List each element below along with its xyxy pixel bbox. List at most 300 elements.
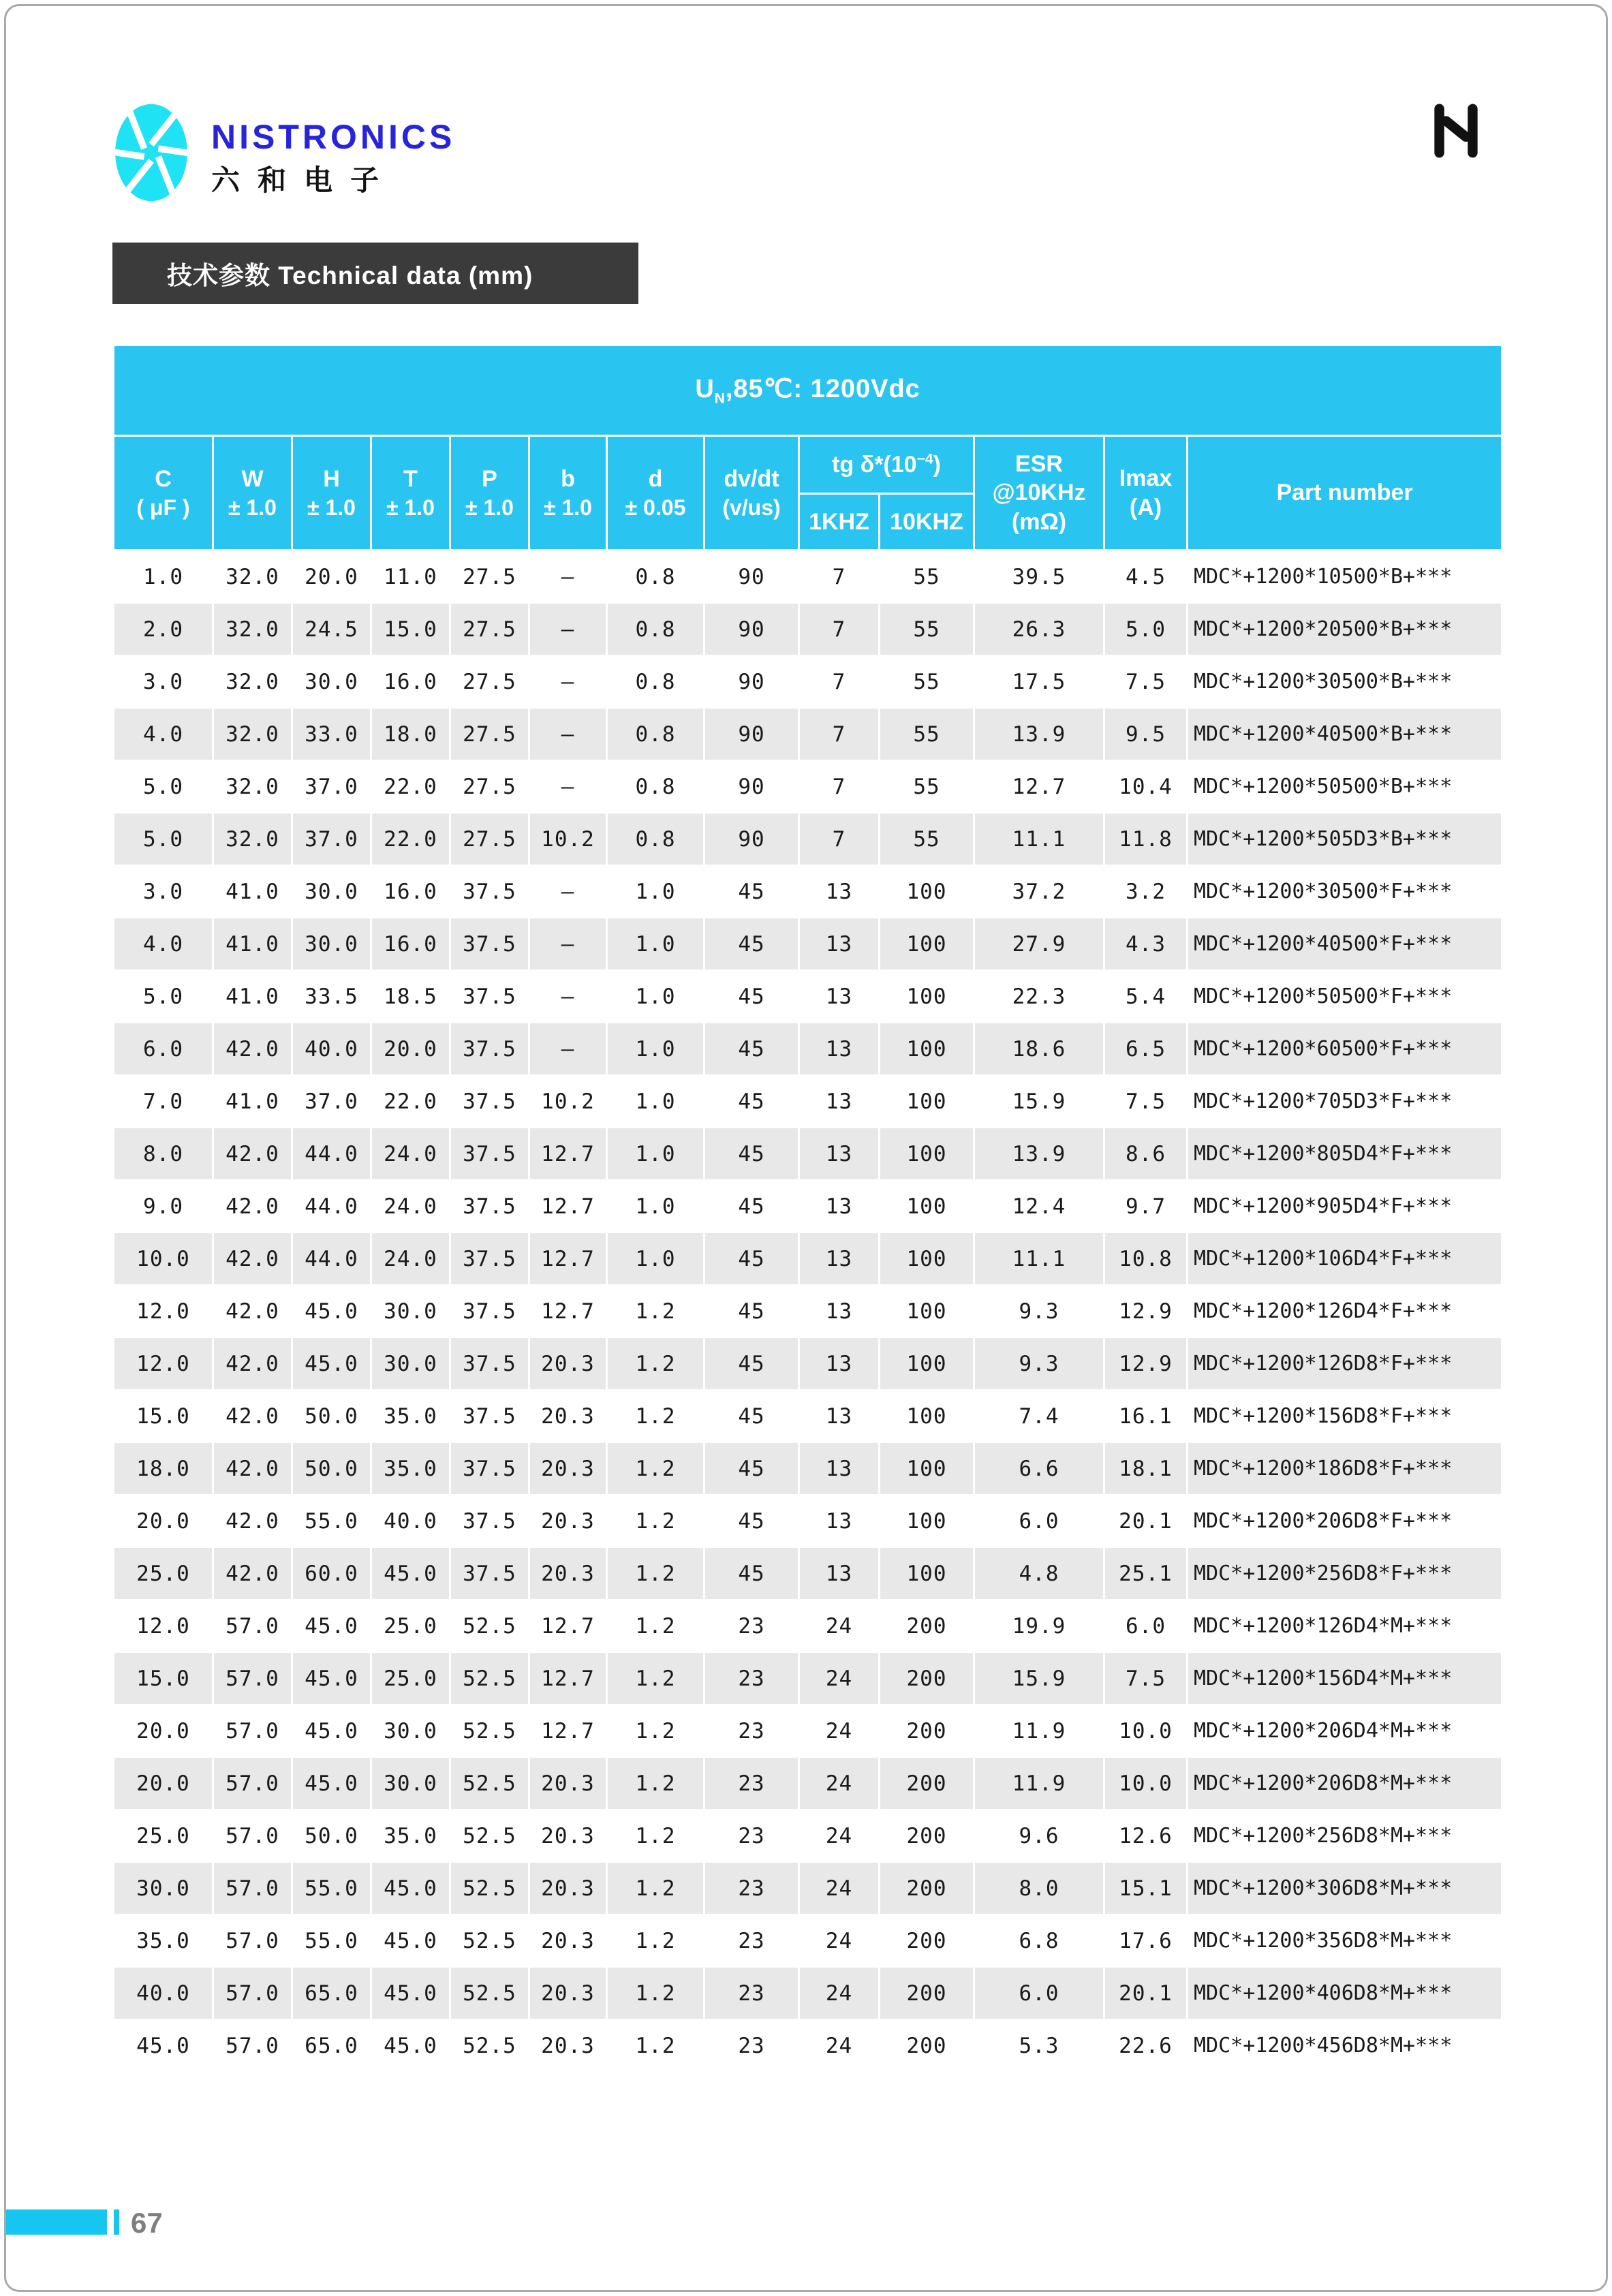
table-cell: 200: [880, 1652, 974, 1705]
part-number-cell: MDC*+1200*905D4*F+***: [1188, 1180, 1502, 1232]
table-cell: 100: [880, 970, 974, 1023]
table-cell: 15.9: [974, 1075, 1104, 1128]
voltage-banner: [114, 345, 1502, 436]
table-cell: 32.0: [213, 550, 292, 604]
table-cell: 52.5: [450, 1757, 529, 1810]
col-header-1khz: 1KHZ: [799, 494, 880, 550]
table-cell: 50.0: [292, 1390, 371, 1442]
col-header-imax: Imax (A): [1104, 436, 1188, 550]
table-cell: 11.0: [371, 550, 450, 604]
table-cell: 42.0: [213, 1023, 292, 1075]
brand-name-chinese: 六和电子: [211, 164, 397, 196]
table-cell: 35.0: [371, 1810, 450, 1862]
part-number-cell: MDC*+1200*356D8*M+***: [1188, 1914, 1502, 1967]
table-cell: 20.0: [292, 550, 371, 604]
table-cell: 24.0: [371, 1232, 450, 1285]
part-number-cell: MDC*+1200*106D4*F+***: [1188, 1232, 1502, 1285]
table-cell: 16.0: [371, 655, 450, 708]
table-cell: 20.3: [529, 1442, 607, 1495]
table-cell: 65.0: [292, 2019, 371, 2072]
table-cell: 4.0: [114, 918, 213, 970]
table-cell: 37.0: [292, 1075, 371, 1128]
table-cell: 57.0: [213, 2019, 292, 2072]
table-cell: 6.6: [974, 1442, 1104, 1495]
table-row: [114, 865, 1502, 918]
table-row: [114, 1180, 1502, 1232]
table-row: [114, 1862, 1502, 1914]
table-cell: 10.0: [1104, 1757, 1188, 1810]
table-cell: 4.3: [1104, 918, 1188, 970]
table-cell: –: [529, 708, 607, 760]
table-cell: 5.0: [114, 970, 213, 1023]
table-cell: 1.2: [607, 1547, 704, 1600]
table-cell: 90: [704, 603, 799, 655]
table-cell: 52.5: [450, 1862, 529, 1914]
table-cell: 41.0: [213, 918, 292, 970]
table-cell: 41.0: [213, 970, 292, 1023]
table-cell: 6.5: [1104, 1023, 1188, 1075]
table-cell: 8.0: [114, 1128, 213, 1180]
footer-accent-tick: [114, 2209, 119, 2235]
table-cell: 1.2: [607, 1442, 704, 1495]
table-cell: 200: [880, 1914, 974, 1967]
table-cell: 12.7: [529, 1180, 607, 1232]
table-cell: 37.0: [292, 813, 371, 865]
table-cell: –: [529, 970, 607, 1023]
table-cell: 12.9: [1104, 1285, 1188, 1337]
table-cell: 12.0: [114, 1285, 213, 1337]
table-cell: –: [529, 918, 607, 970]
table-cell: 18.5: [371, 970, 450, 1023]
table-cell: 23: [704, 1914, 799, 1967]
table-row: [114, 1705, 1502, 1757]
table-cell: 16.0: [371, 865, 450, 918]
table-cell: 42.0: [213, 1337, 292, 1390]
part-number-cell: MDC*+1200*456D8*M+***: [1188, 2019, 1502, 2072]
table-cell: 23: [704, 2019, 799, 2072]
table-cell: 44.0: [292, 1128, 371, 1180]
table-cell: 20.3: [529, 1757, 607, 1810]
table-cell: 2.0: [114, 603, 213, 655]
table-cell: 4.0: [114, 708, 213, 760]
table-cell: 45.0: [292, 1285, 371, 1337]
table-cell: 1.2: [607, 1337, 704, 1390]
table-cell: 22.0: [371, 813, 450, 865]
table-cell: 37.5: [450, 1232, 529, 1285]
table-cell: 20.3: [529, 1967, 607, 2019]
table-cell: 6.8: [974, 1914, 1104, 1967]
table-cell: 30.0: [371, 1705, 450, 1757]
table-cell: 100: [880, 1547, 974, 1600]
table-cell: 20.0: [114, 1705, 213, 1757]
table-row: [114, 813, 1502, 865]
table-row: [114, 918, 1502, 970]
col-header-p: P ± 1.0: [450, 436, 529, 550]
table-cell: 45.0: [371, 1547, 450, 1600]
table-cell: 57.0: [213, 1652, 292, 1705]
table-cell: 1.0: [607, 865, 704, 918]
table-cell: 27.5: [450, 603, 529, 655]
table-cell: 20.3: [529, 1337, 607, 1390]
table-cell: 1.2: [607, 1600, 704, 1652]
table-cell: 13.9: [974, 708, 1104, 760]
table-cell: 20.3: [529, 1862, 607, 1914]
table-cell: 32.0: [213, 760, 292, 813]
table-cell: 25.0: [114, 1547, 213, 1600]
part-number-cell: MDC*+1200*206D8*M+***: [1188, 1757, 1502, 1810]
brand-logo: [114, 102, 455, 203]
table-cell: 52.5: [450, 1652, 529, 1705]
table-cell: 33.5: [292, 970, 371, 1023]
table-cell: 37.5: [450, 1128, 529, 1180]
col-header-w: W ± 1.0: [213, 436, 292, 550]
table-cell: 45.0: [114, 2019, 213, 2072]
table-cell: 45: [704, 970, 799, 1023]
table-row: [114, 1495, 1502, 1547]
table-cell: 45.0: [371, 2019, 450, 2072]
table-cell: 9.6: [974, 1810, 1104, 1862]
table-cell: 20.0: [114, 1495, 213, 1547]
table-cell: 45: [704, 1390, 799, 1442]
table-cell: 37.5: [450, 1442, 529, 1495]
table-cell: –: [529, 760, 607, 813]
table-cell: 200: [880, 2019, 974, 2072]
table-cell: 45: [704, 1128, 799, 1180]
table-cell: 24.0: [371, 1128, 450, 1180]
table-cell: 8.6: [1104, 1128, 1188, 1180]
table-cell: 23: [704, 1810, 799, 1862]
table-cell: 13: [799, 1180, 880, 1232]
table-cell: 0.8: [607, 760, 704, 813]
table-cell: 100: [880, 1180, 974, 1232]
table-cell: 13: [799, 865, 880, 918]
table-cell: 9.3: [974, 1337, 1104, 1390]
table-cell: 22.6: [1104, 2019, 1188, 2072]
table-cell: 45: [704, 918, 799, 970]
table-cell: 7.4: [974, 1390, 1104, 1442]
table-cell: 12.4: [974, 1180, 1104, 1232]
table-cell: 32.0: [213, 603, 292, 655]
table-cell: 11.9: [974, 1705, 1104, 1757]
table-cell: 1.2: [607, 1914, 704, 1967]
table-cell: 1.0: [607, 1180, 704, 1232]
part-number-cell: MDC*+1200*50500*B+***: [1188, 760, 1502, 813]
table-cell: 42.0: [213, 1547, 292, 1600]
table-cell: 24: [799, 1967, 880, 2019]
table-cell: 7: [799, 603, 880, 655]
table-cell: 37.0: [292, 760, 371, 813]
table-cell: 20.0: [371, 1023, 450, 1075]
table-cell: 6.0: [114, 1023, 213, 1075]
table-cell: 24: [799, 1810, 880, 1862]
table-cell: 45.0: [371, 1862, 450, 1914]
table-cell: –: [529, 550, 607, 604]
table-cell: 45.0: [371, 1967, 450, 2019]
table-cell: 1.2: [607, 2019, 704, 2072]
table-cell: 13: [799, 1390, 880, 1442]
table-cell: 100: [880, 1285, 974, 1337]
table-container: [112, 344, 1501, 2073]
table-cell: 25.0: [371, 1652, 450, 1705]
part-number-cell: MDC*+1200*40500*F+***: [1188, 918, 1502, 970]
col-header-b: b ± 1.0: [529, 436, 607, 550]
table-cell: 15.0: [371, 603, 450, 655]
table-cell: 9.0: [114, 1180, 213, 1232]
table-cell: 7.5: [1104, 1652, 1188, 1705]
table-cell: 57.0: [213, 1600, 292, 1652]
table-cell: 1.2: [607, 1495, 704, 1547]
table-cell: 12.7: [529, 1652, 607, 1705]
table-cell: 23: [704, 1967, 799, 2019]
table-row: [114, 1390, 1502, 1442]
table-cell: 12.7: [529, 1285, 607, 1337]
table-cell: 23: [704, 1862, 799, 1914]
table-cell: 52.5: [450, 1600, 529, 1652]
table-cell: 30.0: [371, 1757, 450, 1810]
table-cell: 11.9: [974, 1757, 1104, 1810]
part-number-cell: MDC*+1200*306D8*M+***: [1188, 1862, 1502, 1914]
table-cell: 100: [880, 1023, 974, 1075]
table-cell: 1.2: [607, 1757, 704, 1810]
table-cell: 13: [799, 1023, 880, 1075]
table-cell: 37.5: [450, 918, 529, 970]
table-cell: 100: [880, 1075, 974, 1128]
table-cell: –: [529, 603, 607, 655]
table-cell: 30.0: [371, 1337, 450, 1390]
part-number-cell: MDC*+1200*50500*F+***: [1188, 970, 1502, 1023]
table-row: [114, 1232, 1502, 1285]
part-number-cell: MDC*+1200*256D8*F+***: [1188, 1547, 1502, 1600]
aperture-icon: [114, 102, 188, 203]
table-cell: 52.5: [450, 2019, 529, 2072]
table-cell: 30.0: [114, 1862, 213, 1914]
table-cell: 200: [880, 1600, 974, 1652]
part-number-cell: MDC*+1200*406D8*M+***: [1188, 1967, 1502, 2019]
part-number-cell: MDC*+1200*805D4*F+***: [1188, 1128, 1502, 1180]
table-cell: 24: [799, 1862, 880, 1914]
table-cell: 22.0: [371, 1075, 450, 1128]
table-cell: 45.0: [292, 1337, 371, 1390]
table-cell: 57.0: [213, 1967, 292, 2019]
col-header-part-number: Part number: [1188, 436, 1502, 550]
table-cell: 13: [799, 1128, 880, 1180]
table-cell: 57.0: [213, 1810, 292, 1862]
table-cell: 17.5: [974, 655, 1104, 708]
table-cell: 10.2: [529, 1075, 607, 1128]
table-cell: 24.5: [292, 603, 371, 655]
table-cell: 30.0: [292, 865, 371, 918]
table-cell: 57.0: [213, 1705, 292, 1757]
table-cell: 0.8: [607, 603, 704, 655]
table-cell: 37.5: [450, 970, 529, 1023]
table-cell: 1.2: [607, 1285, 704, 1337]
table-cell: 55.0: [292, 1862, 371, 1914]
table-cell: 1.0: [607, 1023, 704, 1075]
brand-name: NISTRONICS: [211, 118, 456, 156]
part-number-cell: MDC*+1200*256D8*M+***: [1188, 1810, 1502, 1862]
table-cell: 18.0: [371, 708, 450, 760]
table-cell: 45: [704, 1023, 799, 1075]
table-cell: 60.0: [292, 1547, 371, 1600]
table-cell: 52.5: [450, 1914, 529, 1967]
table-cell: 42.0: [213, 1285, 292, 1337]
table-cell: 23: [704, 1652, 799, 1705]
table-cell: 45.0: [292, 1757, 371, 1810]
table-cell: 12.0: [114, 1600, 213, 1652]
table-cell: 200: [880, 1862, 974, 1914]
table-cell: 13: [799, 1547, 880, 1600]
table-cell: 55: [880, 708, 974, 760]
table-cell: 24.0: [371, 1180, 450, 1232]
table-cell: 23: [704, 1600, 799, 1652]
table-cell: 1.2: [607, 1862, 704, 1914]
table-row: [114, 1128, 1502, 1180]
part-number-cell: MDC*+1200*40500*B+***: [1188, 708, 1502, 760]
table-cell: 40.0: [292, 1023, 371, 1075]
table-cell: 24: [799, 1600, 880, 1652]
table-cell: 1.2: [607, 1390, 704, 1442]
table-cell: 15.1: [1104, 1862, 1188, 1914]
table-cell: 15.0: [114, 1390, 213, 1442]
table-row: [114, 603, 1502, 655]
table-cell: 52.5: [450, 1810, 529, 1862]
table-cell: –: [529, 865, 607, 918]
table-cell: 90: [704, 760, 799, 813]
table-cell: 50.0: [292, 1810, 371, 1862]
table-cell: 45: [704, 1547, 799, 1600]
table-cell: 10.2: [529, 813, 607, 865]
table-cell: 37.5: [450, 865, 529, 918]
table-cell: 7.0: [114, 1075, 213, 1128]
table-cell: 1.2: [607, 1967, 704, 2019]
table-cell: 35.0: [371, 1390, 450, 1442]
table-cell: 13: [799, 1285, 880, 1337]
table-cell: 9.3: [974, 1285, 1104, 1337]
table-cell: 16.1: [1104, 1390, 1188, 1442]
table-row: [114, 1967, 1502, 2019]
table-cell: 90: [704, 708, 799, 760]
table-cell: 52.5: [450, 1705, 529, 1757]
table-cell: 25.0: [371, 1600, 450, 1652]
table-cell: 37.5: [450, 1337, 529, 1390]
table-cell: 20.1: [1104, 1967, 1188, 2019]
table-cell: 100: [880, 1128, 974, 1180]
part-number-cell: MDC*+1200*505D3*B+***: [1188, 813, 1502, 865]
table-cell: 1.2: [607, 1652, 704, 1705]
table-cell: 13: [799, 1337, 880, 1390]
table-cell: 10.0: [114, 1232, 213, 1285]
table-cell: 12.7: [529, 1600, 607, 1652]
table-cell: 13: [799, 970, 880, 1023]
table-cell: 55: [880, 813, 974, 865]
table-cell: 45: [704, 1495, 799, 1547]
table-cell: 41.0: [213, 1075, 292, 1128]
table-cell: 19.9: [974, 1600, 1104, 1652]
table-cell: 25.1: [1104, 1547, 1188, 1600]
part-number-cell: MDC*+1200*126D8*F+***: [1188, 1337, 1502, 1390]
section-title: 技术参数 Technical data (mm): [112, 243, 638, 304]
part-number-cell: MDC*+1200*156D4*M+***: [1188, 1652, 1502, 1705]
table-cell: 57.0: [213, 1914, 292, 1967]
table-cell: 12.7: [529, 1232, 607, 1285]
table-cell: 27.9: [974, 918, 1104, 970]
n-monogram-icon: [1429, 104, 1483, 158]
table-cell: 13: [799, 1442, 880, 1495]
table-cell: 23: [704, 1705, 799, 1757]
part-number-cell: MDC*+1200*156D8*F+***: [1188, 1390, 1502, 1442]
table-cell: 65.0: [292, 1967, 371, 2019]
table-row: [114, 1075, 1502, 1128]
part-number-cell: MDC*+1200*206D4*M+***: [1188, 1705, 1502, 1757]
table-cell: 12.7: [529, 1128, 607, 1180]
table-cell: 4.8: [974, 1547, 1104, 1600]
table-cell: 8.0: [974, 1862, 1104, 1914]
table-cell: 11.1: [974, 813, 1104, 865]
table-cell: 1.0: [607, 1128, 704, 1180]
table-cell: 27.5: [450, 550, 529, 604]
page-number: 67: [131, 2207, 163, 2239]
table-cell: 13: [799, 1495, 880, 1547]
table-cell: 200: [880, 1757, 974, 1810]
table-cell: 100: [880, 865, 974, 918]
table-cell: 45.0: [292, 1600, 371, 1652]
table-cell: 90: [704, 813, 799, 865]
technical-data-table: [112, 344, 1503, 2073]
table-cell: 15.9: [974, 1652, 1104, 1705]
table-cell: 3.0: [114, 865, 213, 918]
col-header-h: H ± 1.0: [292, 436, 371, 550]
table-cell: 52.5: [450, 1967, 529, 2019]
table-cell: 42.0: [213, 1180, 292, 1232]
table-cell: 5.4: [1104, 970, 1188, 1023]
table-cell: 10.4: [1104, 760, 1188, 813]
table-cell: 4.5: [1104, 550, 1188, 604]
table-cell: 40.0: [114, 1967, 213, 2019]
table-cell: 45: [704, 1337, 799, 1390]
table-cell: 22.0: [371, 760, 450, 813]
table-cell: 6.0: [974, 1495, 1104, 1547]
table-cell: 90: [704, 655, 799, 708]
banner-sub: N: [714, 390, 726, 407]
table-cell: 55: [880, 603, 974, 655]
table-cell: 39.5: [974, 550, 1104, 604]
part-number-cell: MDC*+1200*60500*F+***: [1188, 1023, 1502, 1075]
col-header-10khz: 10KHZ: [880, 494, 974, 550]
table-cell: 20.1: [1104, 1495, 1188, 1547]
table-cell: 33.0: [292, 708, 371, 760]
table-cell: 3.0: [114, 655, 213, 708]
table-cell: 55.0: [292, 1495, 371, 1547]
table-cell: 20.0: [114, 1757, 213, 1810]
table-cell: 41.0: [213, 865, 292, 918]
table-cell: 23: [704, 1757, 799, 1810]
table-cell: 16.0: [371, 918, 450, 970]
table-cell: 24: [799, 1914, 880, 1967]
table-row: [114, 1337, 1502, 1390]
table-cell: 32.0: [213, 655, 292, 708]
part-number-cell: MDC*+1200*30500*B+***: [1188, 655, 1502, 708]
table-cell: 1.2: [607, 1705, 704, 1757]
table-cell: 27.5: [450, 655, 529, 708]
table-cell: 13: [799, 1232, 880, 1285]
table-cell: 45: [704, 1285, 799, 1337]
table-cell: 7: [799, 655, 880, 708]
table-cell: 35.0: [371, 1442, 450, 1495]
table-cell: 5.0: [114, 813, 213, 865]
table-cell: 37.5: [450, 1075, 529, 1128]
table-cell: 45.0: [292, 1705, 371, 1757]
table-cell: 10.0: [1104, 1705, 1188, 1757]
